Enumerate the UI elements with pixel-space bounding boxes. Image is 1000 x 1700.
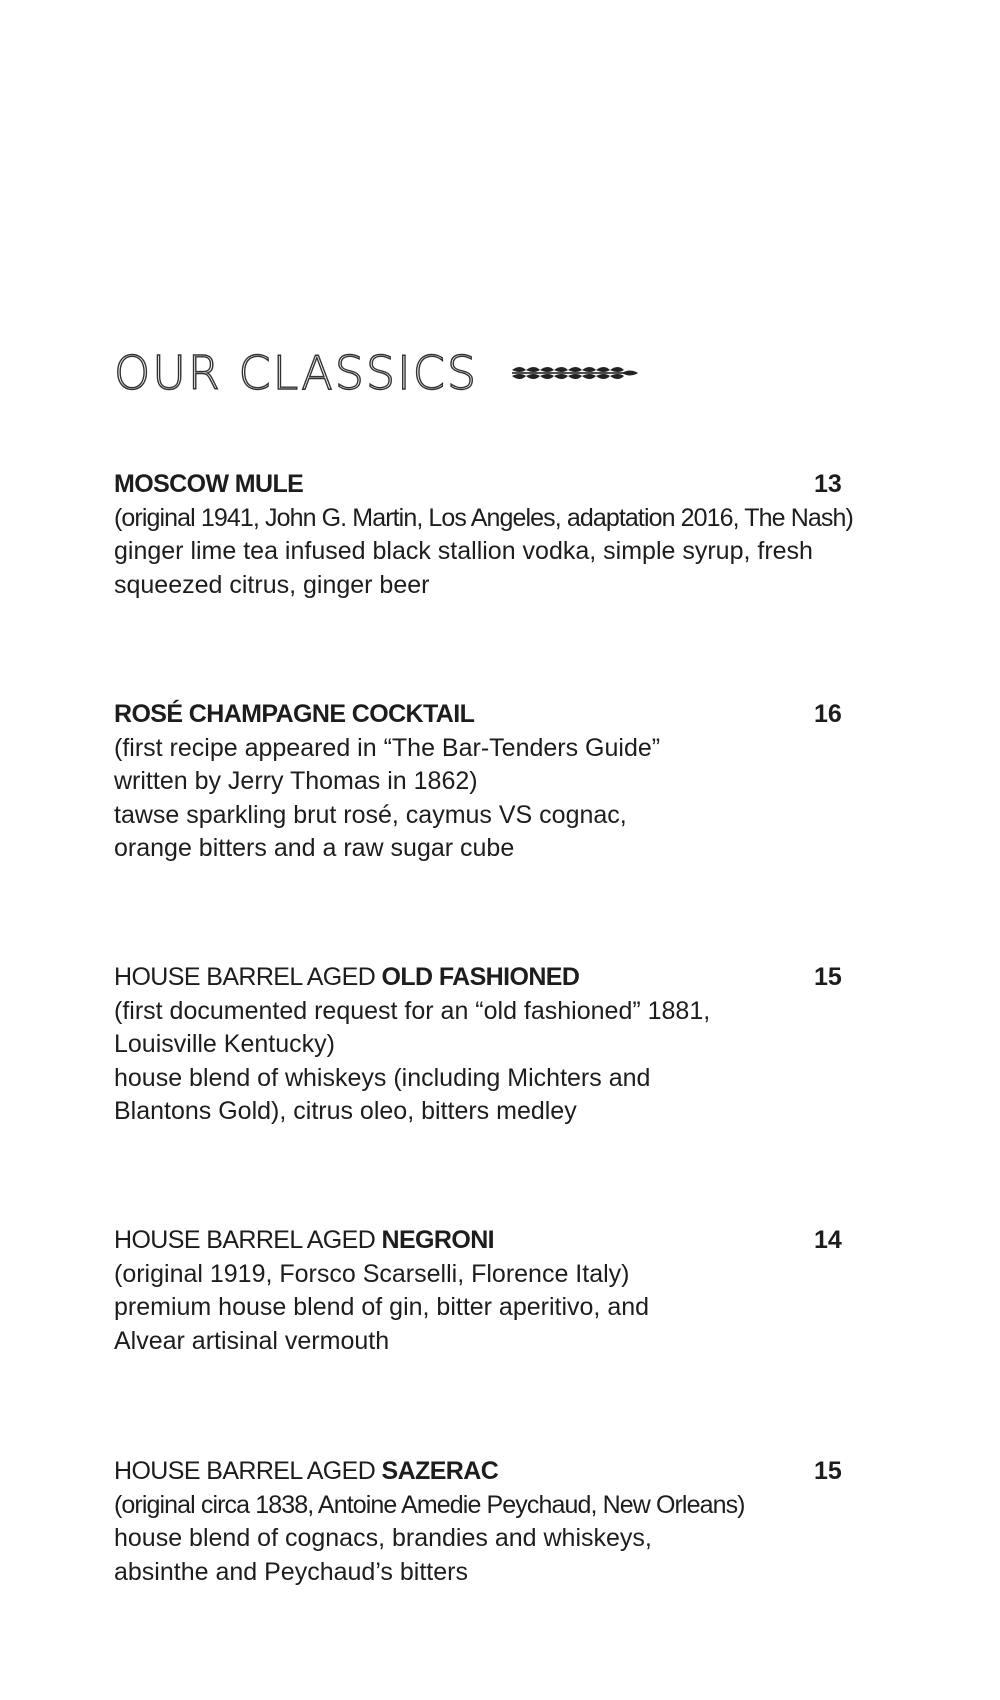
item-description-line: Alvear artisinal vermouth [114, 1326, 390, 1355]
item-description-line: house blend of cognacs, brandies and whiskeys, [114, 1524, 652, 1552]
item-description-line: written by Jerry Thomas in 1862) [114, 767, 478, 795]
item-description-line: Louisville Kentucky) [114, 1030, 335, 1058]
item-description-line: ginger lime tea infused black stallion vodka, simple syrup, fresh [114, 537, 813, 565]
item-name: NEGRONI [381, 1226, 495, 1254]
item-price: 15 [814, 1457, 842, 1485]
item-price: 15 [814, 963, 842, 991]
item-description-line: squeezed citrus, ginger beer [114, 570, 430, 599]
item-price: 14 [814, 1226, 842, 1254]
menu-item-rose-champagne-cocktail [114, 698, 854, 866]
menu-item-old-fashioned [114, 961, 854, 1129]
item-name-prefix: HOUSE BARREL AGED [114, 963, 382, 991]
item-name-prefix: HOUSE BARREL AGED [114, 1226, 382, 1254]
item-header [114, 468, 854, 502]
item-name: MOSCOW MULE [114, 470, 304, 498]
item-description-line: (first documented request for an “old fashioned” 1881, [114, 996, 711, 1025]
item-description-line: house blend of whiskeys (including Michters and [114, 1063, 651, 1092]
item-header [114, 961, 854, 995]
item-price: 13 [814, 470, 842, 498]
item-description-line: (original 1919, Forsco Scarselli, Florence Italy) [114, 1259, 630, 1288]
wheat-icon [510, 360, 642, 386]
section-title [114, 346, 479, 400]
menu-item-moscow-mule [114, 468, 854, 602]
item-description-line: (first recipe appeared in “The Bar-Tenders Guide” [114, 733, 661, 762]
item-description-line: orange bitters and a raw sugar cube [114, 834, 515, 862]
item-description-line: absinthe and Peychaud’s bitters [114, 1557, 468, 1586]
item-name-prefix: HOUSE BARREL AGED [114, 1457, 382, 1485]
item-description-line: (original 1941, John G. Martin, Los Angeles, adaptation 2016, The Nash) [114, 503, 853, 532]
item-header [114, 698, 854, 732]
item-description-line: tawse sparkling brut rosé, caymus VS cognac, [114, 800, 627, 829]
item-name: OLD FASHIONED [381, 963, 580, 991]
item-name: ROSÉ CHAMPAGNE COCKTAIL [114, 700, 475, 728]
item-description-line: (original circa 1838, Antoine Amedie Peychaud, New Orleans) [114, 1490, 745, 1519]
section-title-text: OUR CLASSICS [114, 346, 479, 400]
item-description-line: Blantons Gold), citrus oleo, bitters medley [114, 1097, 577, 1125]
item-header [114, 1455, 854, 1489]
item-header [114, 1224, 854, 1258]
item-name: SAZERAC [381, 1457, 499, 1485]
menu-item-negroni [114, 1224, 854, 1358]
item-description-line: premium house blend of gin, bitter aperitivo, and [114, 1293, 650, 1321]
menu-item-sazerac [114, 1455, 854, 1589]
item-price: 16 [814, 700, 842, 728]
section-header [114, 348, 642, 398]
